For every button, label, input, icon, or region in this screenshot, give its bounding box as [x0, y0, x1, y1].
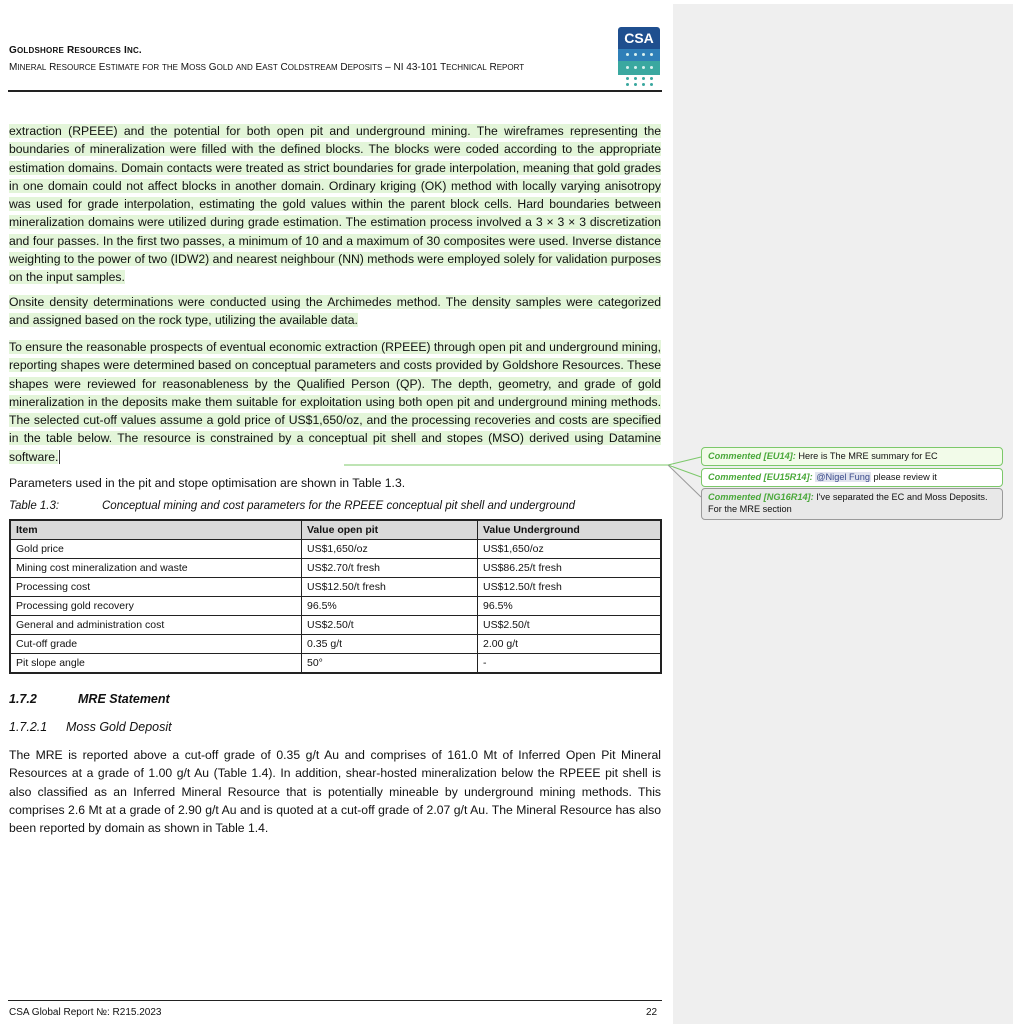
commented-highlight: Onsite density determinations were conducted using the Archimedes method. The density samples were categorized and assigned based on the rock type, utilizing the available data.	[9, 295, 661, 328]
table-cell: US$2.70/t fresh	[302, 559, 478, 578]
paragraph-parameters-text: Parameters used in the pit and stope optimisation are shown in Table 1.3.	[9, 476, 406, 490]
table-row	[10, 616, 661, 635]
heading-text: Moss Gold Deposit	[66, 720, 172, 734]
paragraph-mre-text: The MRE is reported above a cut-off grade of 0.35 g/t Au and comprises of 161.0 Mt of Inferred Open Pit Mineral Resources at a grade of 1.00 g/t Au (Table 1.4). In addition, shear-hosted mineralization below the RPEEE pit shell is also classified as an Inferred Mineral Resource that is potentially mineable by underground mining methods. This comprises 2.6 Mt at a grade of 2.90 g/t Au and is quoted at a cut-off grade of 2.07 g/t Au. The Mineral Resource has also been reported by domain as shown in Table 1.4.	[9, 748, 661, 836]
paragraph-mre-statement[interactable]	[9, 746, 661, 837]
table-cell: US$12.50/t fresh	[302, 578, 478, 597]
table-cell: -	[478, 654, 662, 674]
table-caption	[9, 500, 575, 512]
table-cell: 50°	[302, 654, 478, 674]
table-header-cell: Item	[10, 520, 302, 540]
table-cell: 96.5%	[302, 597, 478, 616]
paragraph-parameters[interactable]	[9, 474, 661, 492]
table-cell: US$1,650/oz	[302, 540, 478, 559]
comment-author: Commented [EU14]:	[708, 451, 796, 461]
logo-band-teal	[618, 61, 660, 75]
table-row	[10, 654, 661, 674]
table-cell: US$86.25/t fresh	[478, 559, 662, 578]
table-row	[10, 559, 661, 578]
logo-text: CSA	[618, 27, 660, 49]
csa-logo	[618, 27, 660, 87]
table-cell: 0.35 g/t	[302, 635, 478, 654]
commented-highlight: To ensure the reasonable prospects of eventual economic extraction (RPEEE) through open pit and underground mining, reporting shapes were determined based on conceptual parameters and costs provided by Goldshore Resources. These shapes were reviewed for reasonableness by the Qualified Person (QP). The depth, geometry, and grade of gold mineralization in the deposits make them suitable for exploitation using both open pit and underground mining methods. The selected cut-off values assume a gold price of US$1,650/oz, and the processing recoveries and costs are specified in the table below. The resource is constrained by a conceptual pit shell and stopes (MSO) derived using Datamine software.	[9, 340, 661, 464]
header-rule	[8, 90, 662, 92]
table-cell: US$12.50/t fresh	[478, 578, 662, 597]
heading-mre-statement	[9, 692, 170, 706]
header-company-name: GOLDSHORE RESOURCES INC.	[9, 45, 142, 56]
comment-balloon[interactable]	[701, 447, 1003, 466]
table-header-row	[10, 520, 661, 540]
heading-text: MRE Statement	[78, 692, 170, 706]
table-cell: 2.00 g/t	[478, 635, 662, 654]
table-cell: US$1,650/oz	[478, 540, 662, 559]
comment-balloon[interactable]	[701, 488, 1003, 520]
text-cursor	[59, 450, 60, 464]
table-row	[10, 635, 661, 654]
table-caption-number: Table 1.3:	[9, 500, 60, 512]
table-cell: Cut-off grade	[10, 635, 302, 654]
table-header-cell: Value Underground	[478, 520, 662, 540]
footer-page-number: 22	[646, 1007, 658, 1018]
commented-highlight: extraction (RPEEE) and the potential for both open pit and underground mining. The wireframes representing the boundaries of mineralization were filled with the defined blocks. The blocks were coded according to the appropriate estimation domains. Domain contacts were treated as strict boundaries for grade interpolation, meaning that gold grades in one domain could not affect blocks in another domain. Ordinary kriging (OK) method with locally varying anisotropy was used for grade interpolation, estimating the gold values within the parent block cells. Hard boundaries between mineralization domains were utilized during grade estimation. The estimation process involved a 3 × 3 × 3 discretization and four passes. In the first two passes, a minimum of 10 and a maximum of 30 composites were used. Inverse distance weighting to the power of two (IDW2) and nearest neighbour (NN) methods were employed solely for validation purposes on the input samples.	[9, 124, 661, 285]
logo-band-blue	[618, 49, 660, 61]
header-report-title: MINERAL RESOURCE ESTIMATE FOR THE MOSS GOLD AND EAST COLDSTREAM DEPOSITS – NI 43-101 TECHNICAL REPORT	[9, 62, 525, 73]
comment-mention[interactable]: @Nigel Fung	[816, 472, 870, 482]
table-row	[10, 540, 661, 559]
heading-number: 1.7.2	[9, 692, 37, 706]
comment-text: please review it	[870, 472, 937, 482]
footer-report-number: CSA Global Report №: R215.2023	[9, 1007, 162, 1018]
table-row	[10, 578, 661, 597]
comment-author: Commented [EU15R14]:	[708, 472, 813, 482]
table-cell: Processing cost	[10, 578, 302, 597]
comment-balloon[interactable]	[701, 468, 1003, 487]
table-row	[10, 597, 661, 616]
comment-text: I've separated the EC and Moss Deposits. For the MRE section	[708, 492, 988, 514]
table-cell: Mining cost mineralization and waste	[10, 559, 302, 578]
table-cell: US$2.50/t	[478, 616, 662, 635]
table-cell: Gold price	[10, 540, 302, 559]
comment-author: Commented [NG16R14]:	[708, 492, 814, 502]
table-header-cell: Value open pit	[302, 520, 478, 540]
table-cell: Processing gold recovery	[10, 597, 302, 616]
table-cell: US$2.50/t	[302, 616, 478, 635]
comment-text: Here is The MRE summary for EC	[798, 451, 938, 461]
footer-rule	[8, 1000, 662, 1001]
table-cell: Pit slope angle	[10, 654, 302, 674]
table-caption-text: Conceptual mining and cost parameters for the RPEEE conceptual pit shell and underground	[102, 500, 576, 512]
table-cell: General and administration cost	[10, 616, 302, 635]
heading-number: 1.7.2.1	[9, 720, 48, 734]
margin-top-strip	[673, 0, 1013, 4]
paragraph-density[interactable]	[9, 293, 661, 330]
logo-dots	[618, 75, 660, 87]
table-cell: 96.5%	[478, 597, 662, 616]
cost-parameters-table	[9, 519, 662, 674]
heading-moss-gold-deposit	[9, 720, 172, 734]
paragraph-rpeee[interactable]	[9, 338, 661, 466]
paragraph-estimation-method[interactable]	[9, 122, 661, 287]
